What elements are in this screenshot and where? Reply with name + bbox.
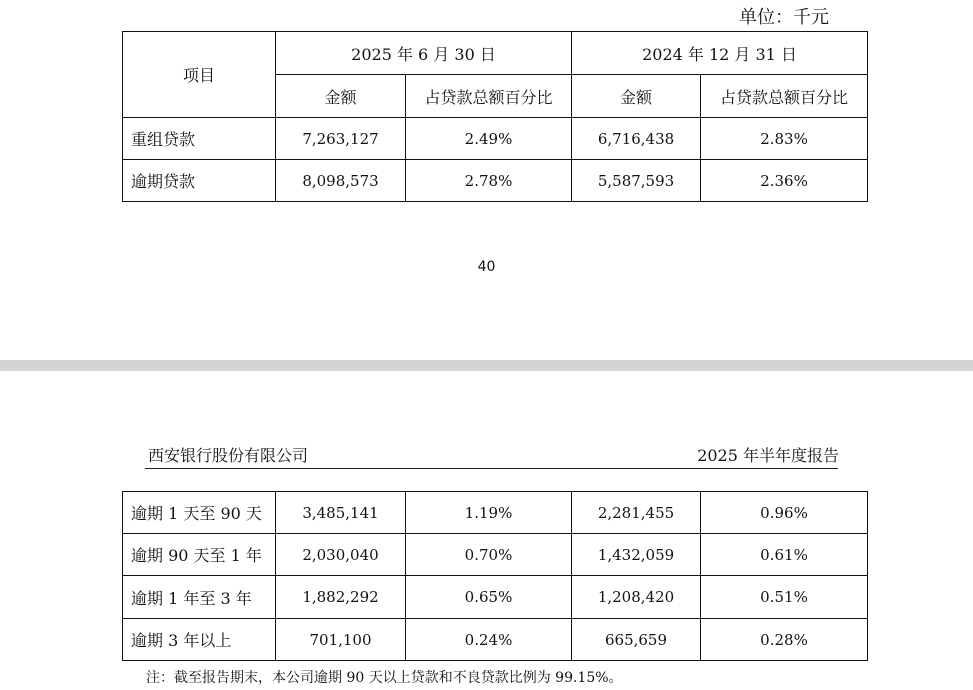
table-row [123,118,868,160]
ratio-cell: 0.65% [406,576,572,619]
amount-cell: 3,485,141 [276,492,406,534]
period-header-2024: 2024 年 12 月 31 日 [572,32,868,75]
ratio-cell: 0.51% [701,576,868,619]
row-label: 逾期贷款 [123,160,276,202]
ratio-cell: 2.78% [406,160,572,202]
unit-label: 单位：千元 [739,7,829,28]
ratio-cell: 0.96% [701,492,868,534]
ratio-cell: 1.19% [406,492,572,534]
amount-cell: 2,030,040 [276,534,406,576]
loan-table-top [122,31,868,202]
amount-cell: 5,587,593 [572,160,701,202]
ratio-cell: 2.36% [701,160,868,202]
row-label: 重组贷款 [123,118,276,160]
amount-cell: 6,716,438 [572,118,701,160]
row-label: 逾期 3 年以上 [123,619,276,661]
loan-table-bottom [122,491,868,661]
ratio-cell: 0.61% [701,534,868,576]
ratio-cell: 0.28% [701,619,868,661]
amount-cell: 1,882,292 [276,576,406,619]
amount-cell: 1,432,059 [572,534,701,576]
table-row [123,576,868,619]
ratio-cell: 0.24% [406,619,572,661]
row-label: 逾期 1 天至 90 天 [123,492,276,534]
amount-header: 金额 [276,75,406,118]
amount-cell: 8,098,573 [276,160,406,202]
ratio-cell: 2.49% [406,118,572,160]
page-number: 40 [477,259,496,275]
ratio-header: 占贷款总额百分比 [406,75,572,118]
table-row [123,160,868,202]
table-row [123,534,868,576]
period-header-2025: 2025 年 6 月 30 日 [276,32,572,75]
row-label: 逾期 90 天至 1 年 [123,534,276,576]
footnote: 注：截至报告期末，本公司逾期 90 天以上贷款和不良贷款比例为 99.15%。 [146,670,623,686]
page-break [0,360,973,371]
row-label: 逾期 1 年至 3 年 [123,576,276,619]
amount-cell: 1,208,420 [572,576,701,619]
table-row [123,492,868,534]
amount-cell: 701,100 [276,619,406,661]
company-name: 西安银行股份有限公司 [148,446,309,465]
ratio-header: 占贷款总额百分比 [701,75,868,118]
ratio-cell: 0.70% [406,534,572,576]
amount-cell: 665,659 [572,619,701,661]
amount-cell: 2,281,455 [572,492,701,534]
header-rule [145,468,838,469]
item-header: 项目 [123,32,276,118]
report-title: 2025 年半年度报告 [697,446,839,465]
amount-header: 金额 [572,75,701,118]
ratio-cell: 2.83% [701,118,868,160]
table-row [123,619,868,661]
amount-cell: 7,263,127 [276,118,406,160]
